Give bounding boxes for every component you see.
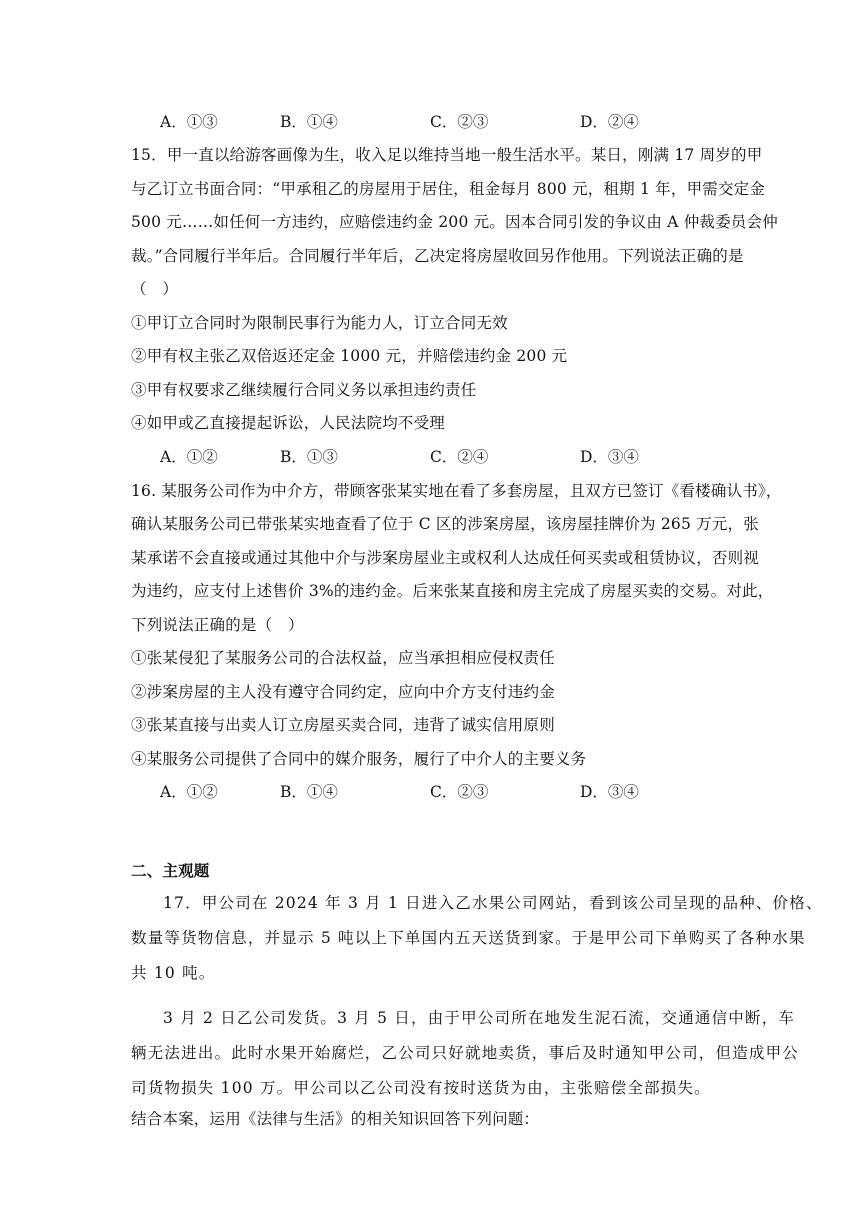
q15-option-d[interactable]: D．③④ — [580, 448, 639, 466]
q16-statement-2: ②涉案房屋的主人没有遵守合同约定，应向中介方支付违约金 — [131, 683, 555, 701]
q16-stem-line: 下列说法正确的是（ ） — [131, 616, 304, 634]
q14-option-d[interactable]: D．②④ — [580, 113, 639, 131]
q14-option-a[interactable]: A．①③ — [160, 113, 218, 131]
q15-options — [160, 446, 720, 468]
q17-paragraph-line: 17．甲公司在 2024 年 3 月 1 日进入乙水果公司网站，看到该公司呈现的品种、价格、 — [163, 894, 823, 912]
q15-statement-1: ①甲订立合同时为限制民事行为能力人，订立合同无效 — [131, 314, 508, 332]
q17-paragraph-line: 数量等货物信息，并显示 5 吨以上下单国内五天送货到家。于是甲公司下单购买了各种水果 — [131, 929, 806, 947]
q16-option-b[interactable]: B．①④ — [280, 783, 338, 801]
q17-paragraph-line: 共 10 吨。 — [131, 964, 216, 982]
q14-options — [160, 111, 720, 133]
q16-stem-line: 为违约，应支付上述售价 3%的违约金。后来张某直接和房主完成了房屋买卖的交易。对此， — [131, 582, 774, 600]
q15-stem-line: 与乙订立书面合同：“甲承租乙的房屋用于居住，租金每月 800 元，租期 1 年，甲需交定金 — [131, 180, 766, 198]
q16-options — [160, 781, 720, 803]
q16-statement-4: ④某服务公司提供了合同中的媒介服务，履行了中介人的主要义务 — [131, 750, 587, 768]
q16-option-c[interactable]: C．②③ — [430, 783, 489, 801]
q17-paragraph-line: 3 月 2 日乙公司发货。3 月 5 日，由于甲公司所在地发生泥石流，交通通信中断，车 — [163, 1009, 796, 1027]
q17-prompt: 结合本案，运用《法律与生活》的相关知识回答下列问题： — [131, 1110, 540, 1128]
q15-option-c[interactable]: C．②④ — [430, 448, 489, 466]
q17-paragraph-line: 司货物损失 100 万。甲公司以乙公司没有按时送货为由，主张赔偿全部损失。 — [131, 1079, 711, 1097]
q15-option-a[interactable]: A．①② — [160, 448, 218, 466]
q15-statement-3: ③甲有权要求乙继续履行合同义务以承担违约责任 — [131, 381, 477, 399]
q16-option-d[interactable]: D．③④ — [580, 783, 639, 801]
q15-stem-line: 15．甲一直以给游客画像为生，收入足以维持当地一般生活水平。某日，刚满 17 周岁的甲 — [131, 146, 763, 164]
q17-paragraph-line: 辆无法进出。此时水果开始腐烂，乙公司只好就地卖货，事后及时通知甲公司，但造成甲公 — [131, 1044, 800, 1062]
q15-stem-line: 裁。”合同履行半年后。合同履行半年后，乙决定将房屋收回另作他用。下列说法正确的是 — [131, 247, 744, 265]
q16-stem-line: 确认某服务公司已带张某实地查看了位于 C 区的涉案房屋，该房屋挂牌价为 265 万元，张 — [131, 515, 759, 533]
q16-statement-3: ③张某直接与出卖人订立房屋买卖合同，违背了诚实信用原则 — [131, 716, 555, 734]
q15-option-b[interactable]: B．①③ — [280, 448, 338, 466]
q15-statement-2: ②甲有权主张乙双倍返还定金 1000 元，并赔偿违约金 200 元 — [131, 347, 568, 365]
q14-option-c[interactable]: C．②③ — [430, 113, 489, 131]
q16-option-a[interactable]: A．①② — [160, 783, 218, 801]
q15-answer-bracket: （ ） — [131, 280, 179, 298]
q16-stem-line: 某承诺不会直接或通过其他中介与涉案房屋业主或权利人达成任何买卖或租赁协议，否则视 — [131, 549, 760, 567]
section-title: 二、主观题 — [131, 861, 210, 880]
q16-statement-1: ①张某侵犯了某服务公司的合法权益，应当承担相应侵权责任 — [131, 649, 555, 667]
q15-stem-line: 500 元……如任何一方违约，应赔偿违约金 200 元。因本合同引发的争议由 A 仲裁委员会仲 — [131, 213, 778, 231]
q16-stem-line: 16. 某服务公司作为中介方，带顾客张某实地在看了多套房屋，且双方已签订《看楼确认书》， — [131, 482, 782, 500]
q14-option-b[interactable]: B．①④ — [280, 113, 338, 131]
q15-statement-4: ④如甲或乙直接提起诉讼，人民法院均不受理 — [131, 414, 446, 432]
